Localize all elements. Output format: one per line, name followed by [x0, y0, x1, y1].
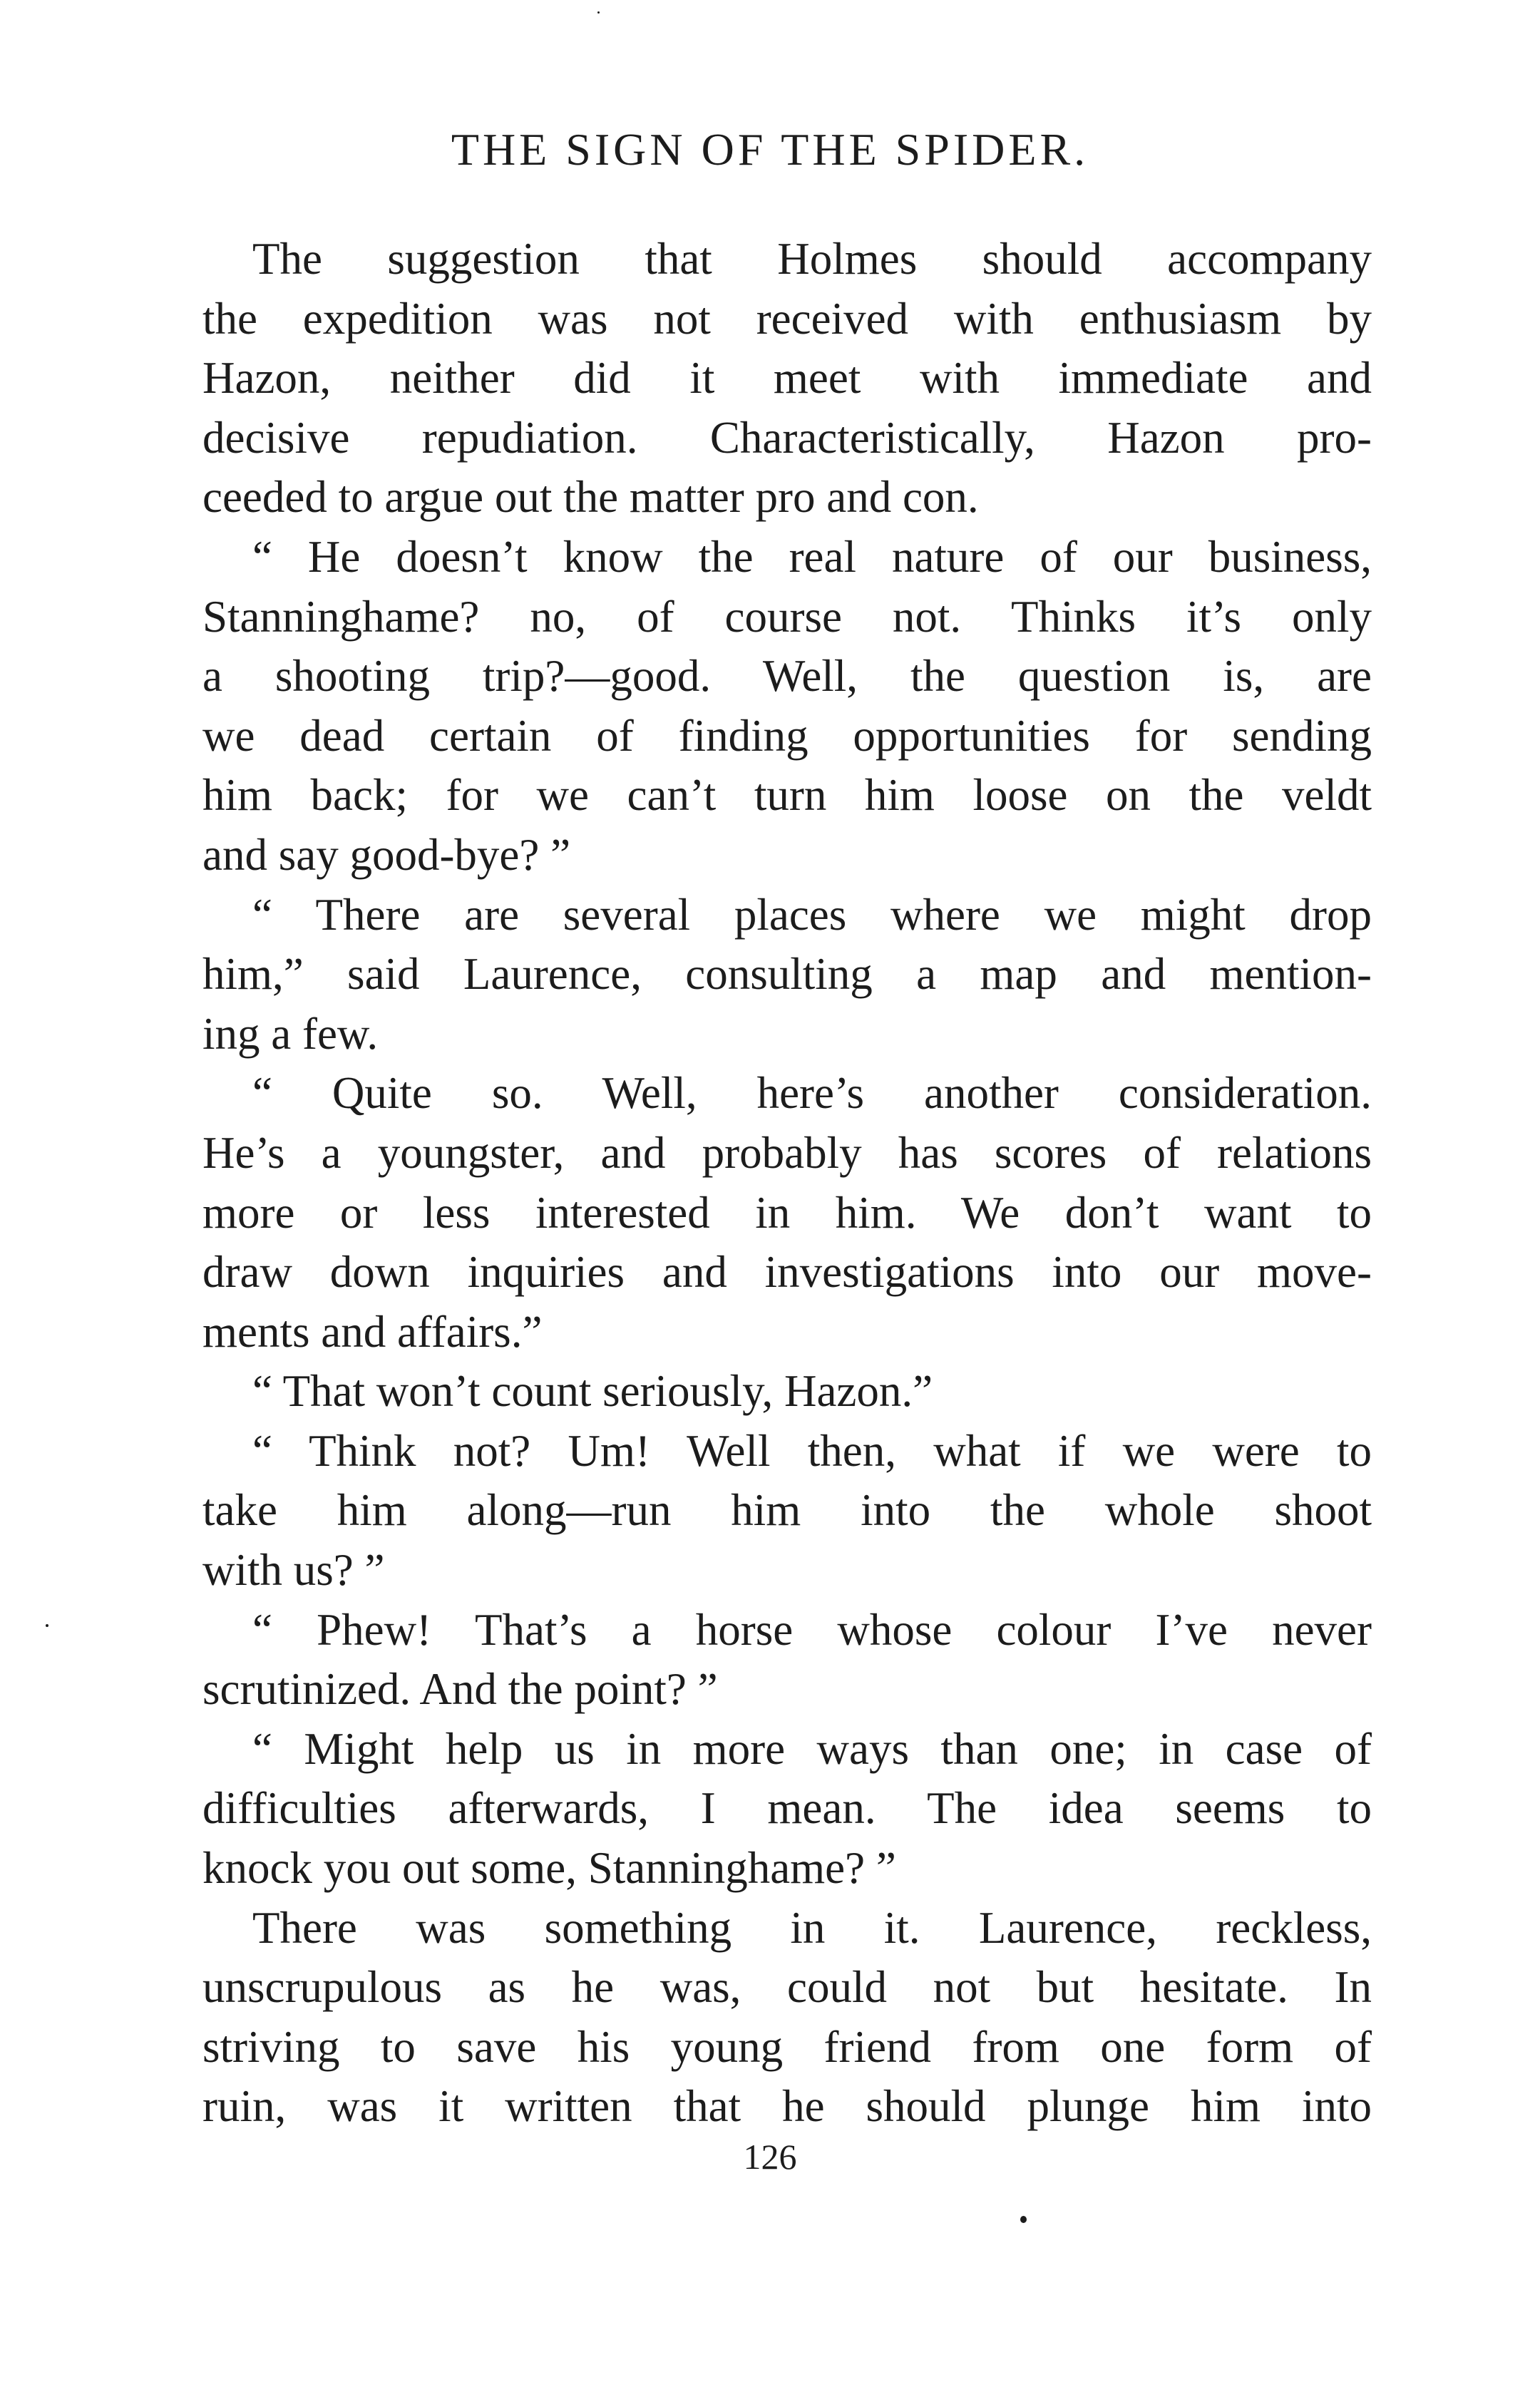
print-speck	[597, 11, 600, 14]
text-line: and say good-bye? ”	[202, 829, 571, 880]
text-line: unscrupulous as he was, could not but hesitate. In	[202, 1962, 1372, 2013]
text-line: He’s a youngster, and probably has scores of relations	[202, 1127, 1372, 1178]
text-line: “ That won’t count seriously, Hazon.”	[252, 1366, 933, 1417]
text-line: “ Might help us in more ways than one; in case of	[252, 1723, 1372, 1774]
text-line: the expedition was not received with enthusiasm by	[202, 293, 1372, 344]
print-speck	[46, 1624, 48, 1627]
print-speck	[1020, 2216, 1027, 2223]
text-line: knock you out some, Stanninghame? ”	[202, 1843, 896, 1894]
text-line: There was something in it. Laurence, reckless,	[252, 1902, 1372, 1953]
text-line: ceeded to argue out the matter pro and con.	[202, 472, 979, 523]
text-line: Hazon, neither did it meet with immediate and	[202, 353, 1372, 404]
text-line: Stanninghame? no, of course not. Thinks it’s only	[202, 591, 1372, 642]
text-line: a shooting trip?—good. Well, the question is, are	[202, 651, 1372, 702]
text-line: decisive repudiation. Characteristically, Hazon pro-	[202, 412, 1372, 463]
text-line: “ Quite so. Well, here’s another consideration.	[252, 1068, 1372, 1119]
text-line: draw down inquiries and investigations into our move-	[202, 1247, 1372, 1298]
text-line: “ He doesn’t know the real nature of our business,	[252, 531, 1372, 582]
text-line: scrutinized. And the point? ”	[202, 1664, 718, 1715]
text-line: difficulties afterwards, I mean. The idea seems to	[202, 1783, 1372, 1834]
text-line: take him along—run him into the whole shoot	[202, 1485, 1372, 1536]
page-number: 126	[743, 2137, 797, 2177]
text-line: striving to save his young friend from one form of	[202, 2021, 1372, 2072]
text-line: we dead certain of finding opportunities for sending	[202, 710, 1372, 761]
text-line: with us? ”	[202, 1545, 385, 1596]
text-line: “ Phew! That’s a horse whose colour I’ve never	[252, 1604, 1372, 1655]
text-line: “ Think not? Um! Well then, what if we were to	[252, 1425, 1372, 1476]
text-line: ments and affairs.”	[202, 1306, 543, 1357]
body-text	[202, 230, 1372, 2137]
running-head: THE SIGN OF THE SPIDER.	[451, 124, 1089, 175]
text-line: ing a few.	[202, 1008, 379, 1059]
text-line: him back; for we can’t turn him loose on the veldt	[202, 770, 1372, 821]
text-line: The suggestion that Holmes should accompany	[252, 234, 1372, 284]
text-line: more or less interested in him. We don’t want to	[202, 1187, 1372, 1238]
text-line: ruin, was it written that he should plunge him into	[202, 2081, 1372, 2132]
text-line: “ There are several places where we might drop	[252, 889, 1372, 940]
text-line: him,” said Laurence, consulting a map and mention-	[202, 949, 1372, 1000]
